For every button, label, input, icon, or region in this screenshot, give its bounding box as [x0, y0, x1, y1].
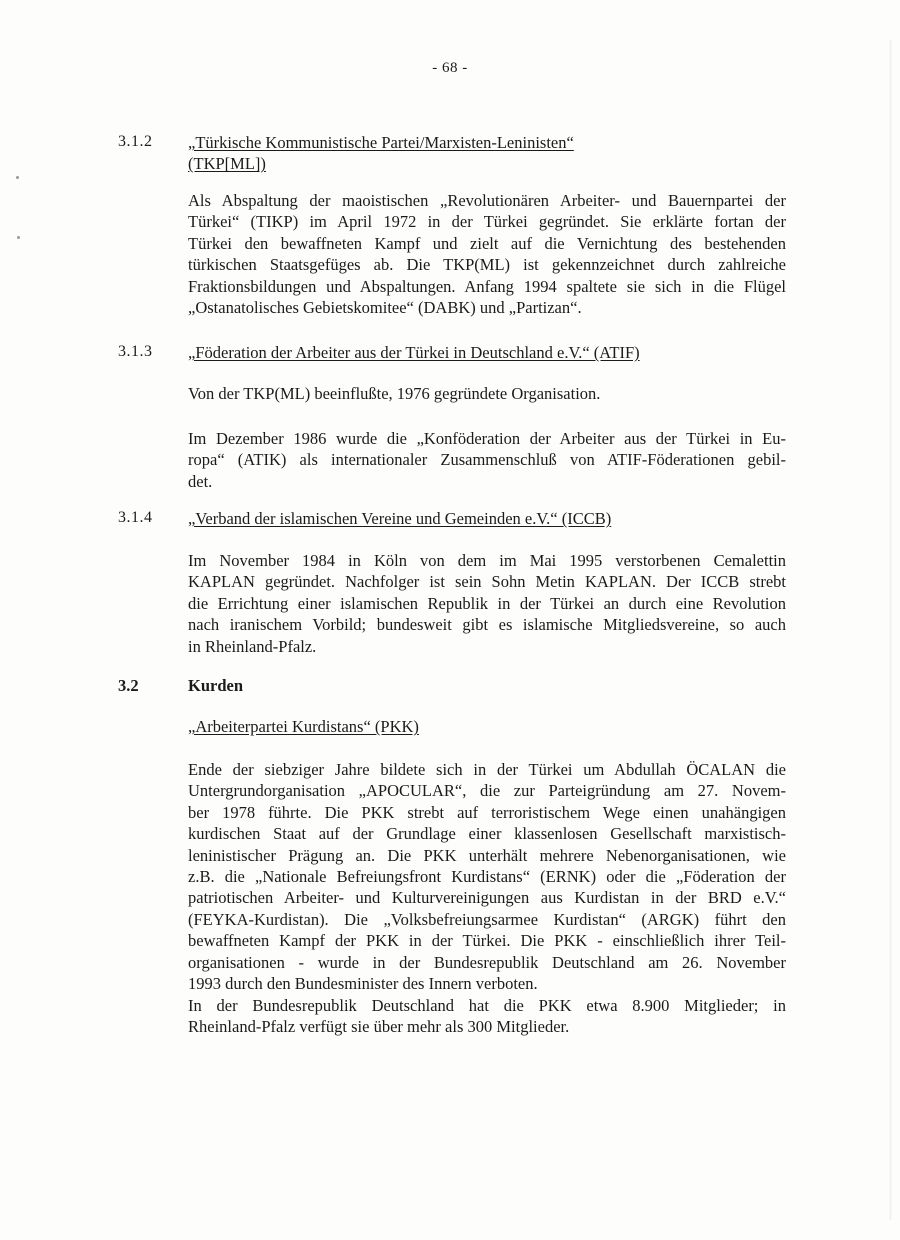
- text-line: KAPLAN gegründet. Nachfolger ist sein Sohn Metin KAPLAN. Der ICCB strebt: [188, 572, 786, 592]
- text-line: (FEYKA-Kurdistan). Die „Volksbefreiungsarmee Kurdistan“ (ARGK) führt den: [188, 909, 786, 929]
- section-number-3-1-3: 3.1.3: [118, 343, 153, 360]
- text-line: leninistischer Prägung an. Die PKK unterhält mehrere Nebenorganisationen, wie: [188, 845, 786, 865]
- text-line: nach iranischem Vorbild; bundesweit gibt es islamische Mitgliedsvereine, so auch: [188, 615, 786, 635]
- text-line: 1993 durch den Bundesminister des Innern verboten.: [188, 974, 538, 994]
- heading-line: Kurden: [188, 676, 244, 695]
- scan-speck: [17, 236, 20, 239]
- text-line: bewaffneten Kampf der PKK in der Türkei. Die PKK - einschließlich ihrer Teil-: [188, 931, 786, 951]
- paragraph-atif-origin: [188, 383, 786, 404]
- text-line: Türkei den bewaffneten Kampf und zielt auf die Vernichtung des bestehenden: [188, 233, 786, 253]
- text-line: die Errichtung einer islamischen Republik in der Türkei an durch eine Revolution: [188, 593, 786, 613]
- text-line: in Rheinland-Pfalz.: [188, 636, 317, 656]
- section-heading-iccb: [188, 508, 788, 529]
- text-line: det.: [188, 471, 213, 491]
- text-line: organisationen - wurde in der Bundesrepublik Deutschland am 26. November: [188, 952, 786, 972]
- paragraph-pkk-members: [188, 995, 786, 1038]
- text-line: kurdischen Staat auf der Grundlage einer klassenlosen Gesellschaft marxistisch-: [188, 824, 786, 844]
- scan-edge-shadow: [889, 40, 892, 1220]
- text-line: Im Dezember 1986 wurde die „Konföderation der Arbeiter aus der Türkei in Eu-: [188, 429, 786, 448]
- heading-line: „Verband der islamischen Vereine und Gemeinden e.V.“ (ICCB): [188, 509, 612, 528]
- heading-line: „Föderation der Arbeiter aus der Türkei in Deutschland e.V.“ (ATIF): [188, 343, 640, 362]
- text-line: Als Abspaltung der maoistischen „Revolutionären Arbeiter- und Bauernpartei der: [188, 191, 786, 210]
- text-line: z.B. die „Nationale Befreiungsfront Kurdistans“ (ERNK) oder die „Föderation der: [188, 867, 786, 887]
- text-line: Türkei“ (TIKP) im April 1972 in der Türkei gegründet. Sie erklärte fortan der: [188, 212, 786, 232]
- scan-speck: [16, 176, 19, 179]
- text-line: patriotischen Arbeiter- und Kulturvereinigungen aus Kurdistan in der BRD e.V.“: [188, 888, 786, 908]
- text-line: türkischen Staatsgefüges ab. Die TKP(ML) ist gekennzeichnet durch zahlreiche: [188, 255, 786, 275]
- paragraph-atik: [188, 428, 786, 492]
- section-heading-tkpml: [188, 132, 788, 174]
- paragraph-iccb: [188, 550, 786, 657]
- section-heading-kurden: [188, 675, 788, 696]
- page-number: - 68 -: [432, 60, 468, 76]
- text-line: Im November 1984 in Köln von dem im Mai 1995 verstorbenen Cemalettin: [188, 551, 786, 570]
- text-line: Untergrundorganisation „APOCULAR“, die zur Parteigründung am 27. Novem-: [188, 781, 786, 801]
- text-line: In der Bundesrepublik Deutschland hat die PKK etwa 8.900 Mitglieder; in: [188, 996, 786, 1015]
- section-heading-atif: [188, 342, 788, 363]
- text-line: „Ostanatolisches Gebietskomitee“ (DABK) und „Partizan“.: [188, 298, 582, 318]
- text-line: ropa“ (ATIK) als internationaler Zusammenschluß von ATIF-Föderationen gebil-: [188, 450, 786, 470]
- paragraph-tkpml: [188, 190, 786, 318]
- text-line: Fraktionsbildungen und Abspaltungen. Anfang 1994 spaltete sie sich in die Flügel: [188, 276, 786, 296]
- heading-line: „Türkische Kommunistische Partei/Marxisten-Leninisten“: [188, 133, 574, 152]
- subheading-pkk: „Arbeiterpartei Kurdistans“ (PKK): [188, 717, 419, 736]
- text-line: Von der TKP(ML) beeinflußte, 1976 gegründete Organisation.: [188, 384, 601, 403]
- section-number-3-1-2: 3.1.2: [118, 133, 153, 150]
- heading-line: (TKP[ML]): [188, 154, 266, 173]
- text-line: Ende der siebziger Jahre bildete sich in der Türkei um Abdullah ÖCALAN die: [188, 760, 786, 779]
- text-line: ber 1978 führte. Die PKK strebt auf terroristischem Wege einen unahängigen: [188, 802, 786, 822]
- section-number-3-1-4: 3.1.4: [118, 509, 153, 526]
- paragraph-pkk: [188, 759, 786, 994]
- text-line: Rheinland-Pfalz verfügt sie über mehr als 300 Mitglieder.: [188, 1017, 570, 1037]
- section-number-3-2: 3.2: [118, 676, 139, 695]
